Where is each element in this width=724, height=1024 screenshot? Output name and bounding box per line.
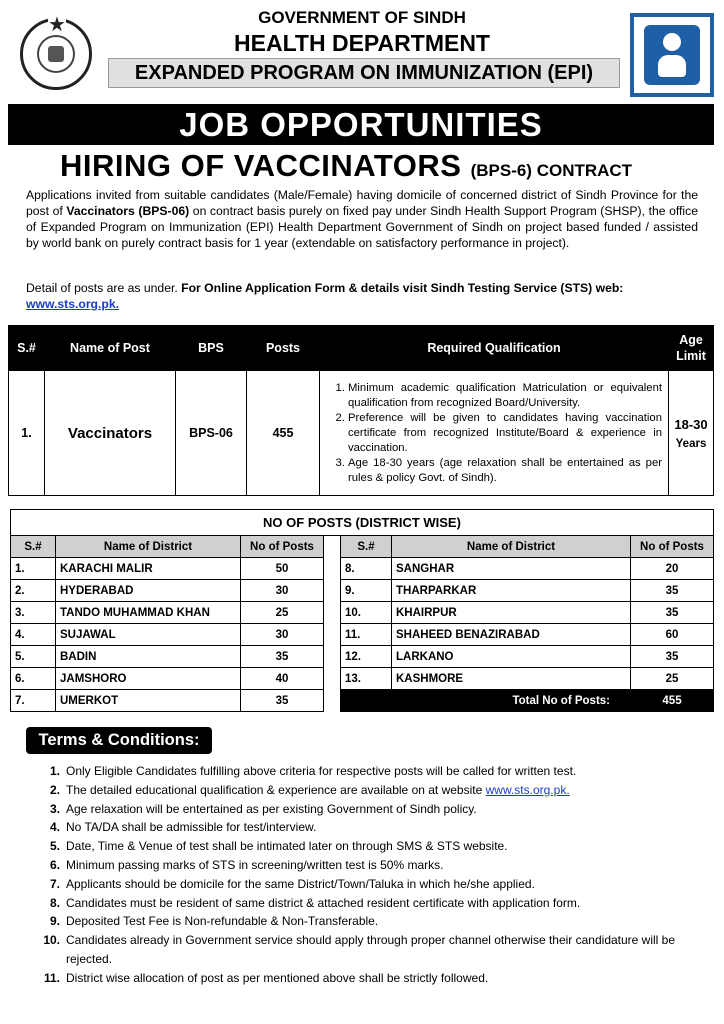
detail-paragraph	[26, 280, 698, 312]
sts-website-link[interactable]: www.sts.org.pk.	[485, 782, 570, 797]
district-posts: 25	[241, 602, 324, 624]
header-sn: S.#	[11, 536, 56, 558]
district-posts: 40	[241, 668, 324, 690]
district-name: THARPARKAR	[392, 580, 631, 602]
terms-title: Terms & Conditions:	[26, 727, 212, 754]
district-sn: 6.	[11, 668, 56, 690]
table-row	[11, 690, 714, 712]
header-qualification: Required Qualification	[320, 326, 669, 371]
total-posts-label: Total No of Posts:	[341, 690, 631, 712]
district-name: SHAHEED BENAZIRABAD	[392, 624, 631, 646]
header-sn: S.#	[341, 536, 392, 558]
header-posts: Posts	[247, 326, 320, 371]
list-item: 10. Candidates already in Government service should apply through proper channel otherwise their candidature will be rejected.	[43, 933, 676, 966]
district-sn: 3.	[11, 602, 56, 624]
district-posts: 25	[631, 668, 714, 690]
header-bps: BPS	[176, 326, 247, 371]
district-posts: 35	[241, 690, 324, 712]
header-age-limit: Age Limit	[669, 326, 714, 371]
intro-text-2: on contract basis purely on fixed pay under Sindh Health Support Program (SHSP), the office of Expanded Program on Immunization (EPI) Health Department Government of Sindh on project based funded / assisted by world bank on purely contract basis for 1 year (extendable on satisfactory performance in project).	[26, 204, 699, 250]
district-name: SUJAWAL	[56, 624, 241, 646]
qualification-item: 3. Age 18-30 years (age relaxation shall be entertained as per rules & policy Govt. of Sindh).	[348, 456, 662, 486]
row-post-name: Vaccinators	[45, 371, 176, 496]
district-table-title: NO OF POSTS (DISTRICT WISE)	[11, 510, 714, 536]
header-sn: S.#	[9, 326, 45, 371]
list-item: 1. Only Eligible Candidates fulfilling above criteria for respective posts will be called for written test.	[49, 764, 577, 778]
district-sn: 4.	[11, 624, 56, 646]
row-bps: BPS-06	[176, 371, 247, 496]
intro-text-1: Applications invited from suitable candidates (Male/Female) having domicile of concerned district of Sindh Province for the post of	[26, 188, 698, 218]
department-title: HEALTH DEPARTMENT	[234, 30, 490, 56]
posts-table-header	[9, 326, 714, 371]
table-row	[11, 558, 714, 580]
district-name: BADIN	[56, 646, 241, 668]
district-table	[10, 509, 714, 712]
district-name: KARACHI MALIR	[56, 558, 241, 580]
header-district: Name of District	[392, 536, 631, 558]
posts-table	[8, 325, 714, 496]
qualification-item: 2. Preference will be given to candidates having vaccination certificate from recognized Institute/Board & experience in vaccination.	[348, 411, 662, 456]
district-sn: 8.	[341, 558, 392, 580]
district-posts: 30	[241, 580, 324, 602]
district-sn: 13.	[341, 668, 392, 690]
district-posts: 35	[241, 646, 324, 668]
intro-paragraph	[26, 187, 698, 251]
district-name: KHAIRPUR	[392, 602, 631, 624]
district-posts: 35	[631, 646, 714, 668]
list-item: 9. Deposited Test Fee is Non-refundable & Non-Transferable.	[49, 914, 379, 929]
table-row	[11, 624, 714, 646]
header-post-name: Name of Post	[45, 326, 176, 371]
sindh-government-seal-icon: ★	[20, 18, 92, 90]
total-posts-value: 455	[631, 690, 714, 712]
program-title: EXPANDED PROGRAM ON IMMUNIZATION (EPI)	[108, 58, 620, 88]
age-unit: Years	[675, 437, 707, 450]
district-name: LARKANO	[392, 646, 631, 668]
district-sn: 12.	[341, 646, 392, 668]
district-posts: 60	[631, 624, 714, 646]
district-sn: 2.	[11, 580, 56, 602]
district-sn: 1.	[11, 558, 56, 580]
row-age-limit	[669, 371, 714, 496]
table-row	[9, 371, 714, 496]
job-opportunities-banner: JOB OPPORTUNITIES	[8, 104, 714, 145]
list-item: 6. Minimum passing marks of STS in screening/written test is 50% marks.	[49, 857, 444, 872]
district-posts: 50	[241, 558, 324, 580]
detail-online-text: For Online Application Form & details visit Sindh Testing Service (STS) web:	[181, 281, 624, 295]
list-item: 8. Candidates must be resident of same district & attached resident certificate with application form.	[49, 895, 581, 910]
district-posts: 35	[631, 602, 714, 624]
district-name: UMERKOT	[56, 690, 241, 712]
list-item: 3. Age relaxation will be entertained as per existing Government of Sindh policy.	[49, 801, 477, 816]
hiring-title: HIRING OF VACCINATORS	[60, 148, 462, 183]
header-district: Name of District	[56, 536, 241, 558]
district-table-header	[11, 536, 714, 558]
header-posts: No of Posts	[631, 536, 714, 558]
district-sn: 11.	[341, 624, 392, 646]
district-posts: 35	[631, 580, 714, 602]
intro-post-name: Vaccinators (BPS-06)	[66, 204, 190, 218]
list-item: 7. Applicants should be domicile for the same District/Town/Taluka in which he/she applied.	[49, 876, 535, 891]
row-sn: 1.	[9, 371, 45, 496]
list-item: 11. District wise allocation of post as per mentioned above shall be strictly followed.	[43, 970, 489, 985]
list-item: 4. No TA/DA shall be admissible for test/interview.	[49, 820, 317, 835]
hiring-subtitle: (BPS-6) CONTRACT	[470, 161, 633, 180]
terms-list	[34, 762, 706, 988]
table-row	[11, 668, 714, 690]
district-name: KASHMORE	[392, 668, 631, 690]
district-name: HYDERABAD	[56, 580, 241, 602]
district-posts: 20	[631, 558, 714, 580]
district-sn: 7.	[11, 690, 56, 712]
table-row	[11, 602, 714, 624]
district-name: TANDO MUHAMMAD KHAN	[56, 602, 241, 624]
table-row	[11, 580, 714, 602]
government-title: GOVERNMENT OF SINDH	[258, 8, 466, 27]
row-qualifications	[320, 371, 669, 496]
district-posts: 30	[241, 624, 324, 646]
list-item: 5. Date, Time & Venue of test shall be intimated later on through SMS & STS website.	[49, 839, 508, 854]
district-sn: 9.	[341, 580, 392, 602]
table-row	[11, 646, 714, 668]
qualification-item: 1. Minimum academic qualification Matriculation or equivalent qualification from recognized Board/University.	[348, 381, 662, 411]
district-sn: 10.	[341, 602, 392, 624]
hiring-heading	[60, 148, 632, 189]
age-range: 18-30	[674, 416, 708, 432]
row-posts: 455	[247, 371, 320, 496]
sts-website-link[interactable]: www.sts.org.pk.	[26, 297, 120, 311]
header-posts: No of Posts	[241, 536, 324, 558]
detail-text: Detail of posts are as under.	[26, 281, 178, 295]
district-sn: 5.	[11, 646, 56, 668]
district-name: JAMSHORO	[56, 668, 241, 690]
list-item: 2. The detailed educational qualification & experience are available on at website www.sts.org.pk.	[49, 782, 570, 797]
district-name: SANGHAR	[392, 558, 631, 580]
